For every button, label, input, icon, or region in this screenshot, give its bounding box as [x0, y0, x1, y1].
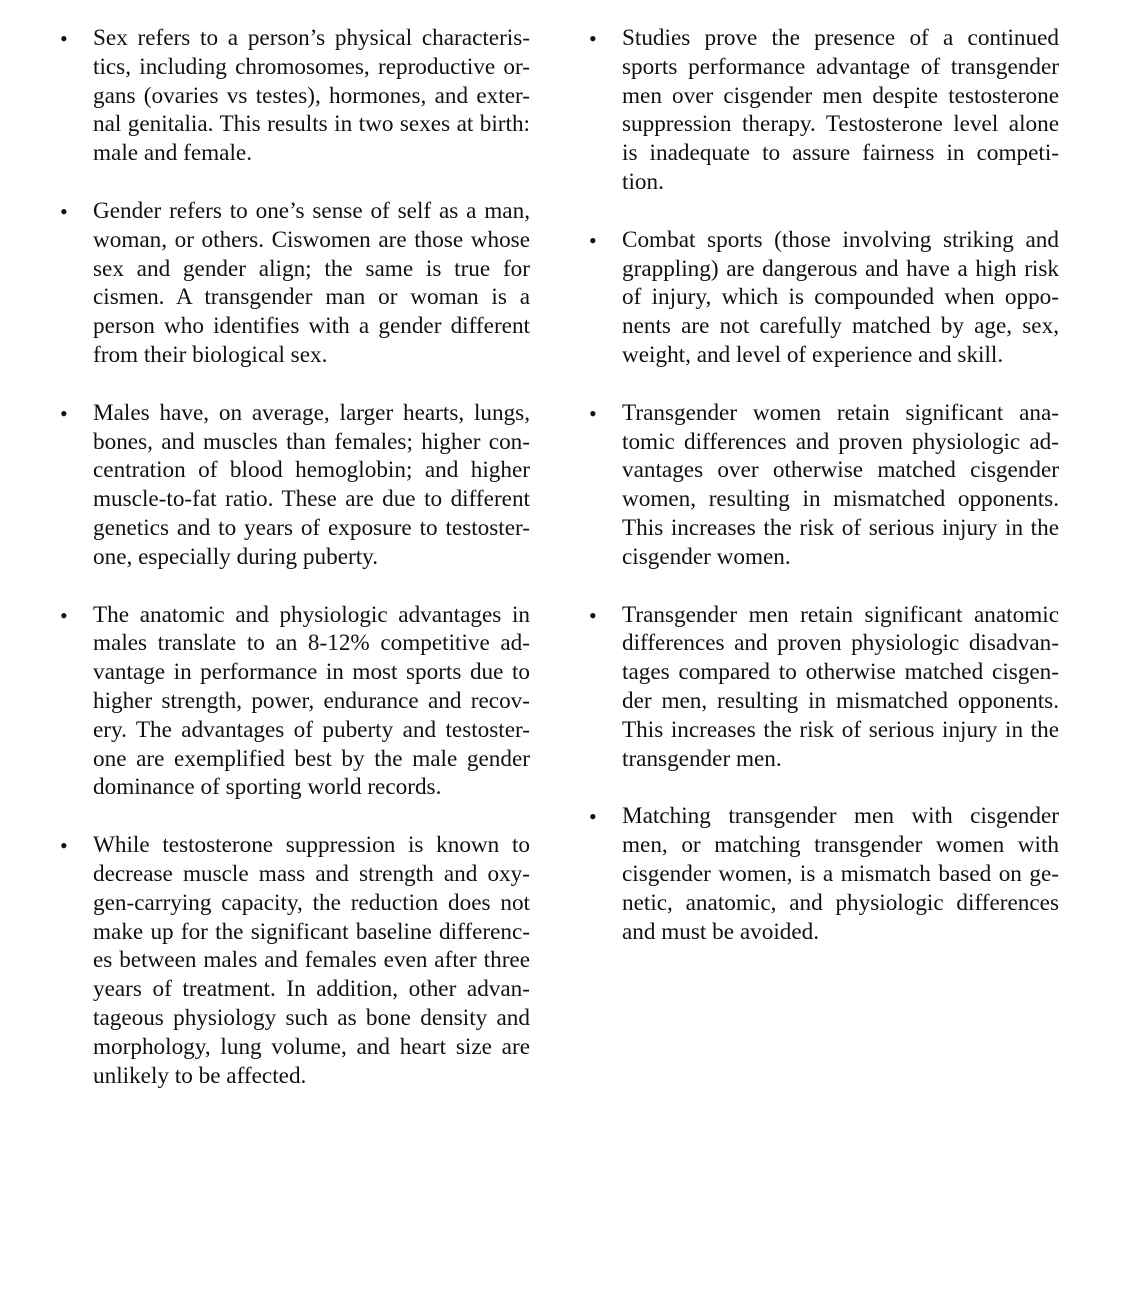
- text-line: vantages over otherwise matched cisgender: [622, 457, 1059, 484]
- text-line: one, especially during puberty.: [93, 543, 379, 570]
- text-line: transgender men.: [622, 745, 782, 772]
- text-line: sex and gender align; the same is true for: [93, 255, 530, 282]
- text-line: person who identifies with a gender different: [93, 313, 530, 340]
- left-column: [60, 24, 530, 1119]
- text-line: woman, or others. Ciswomen are those whose: [93, 226, 530, 253]
- bullet-icon: •: [60, 833, 68, 859]
- text-line: suppression therapy. Testosterone level alone: [622, 111, 1059, 138]
- text-line: nents are not carefully matched by age, sex,: [622, 313, 1059, 340]
- text-line: gans (ovaries vs testes), hormones, and exter-: [93, 82, 530, 109]
- text-line: es between males and females even after three: [93, 947, 530, 974]
- bullet-icon: •: [60, 26, 68, 51]
- text-line: weight, and level of experience and skill.: [622, 341, 1004, 368]
- text-line: Transgender women retain significant ana-: [622, 399, 1059, 426]
- text-line: sports performance advantage of transgender: [622, 53, 1059, 80]
- text-line: This increases the risk of serious injury in the: [622, 716, 1059, 743]
- text-line: Matching transgender men with cisgender: [622, 803, 1059, 830]
- bullet-icon: •: [589, 804, 597, 830]
- text-line: one are exemplified best by the male gender: [93, 745, 530, 772]
- bullet-item-transgender-men: [589, 601, 1059, 774]
- text-line: male and female.: [93, 140, 253, 167]
- text-line: tages compared to otherwise matched cisgen-: [622, 659, 1059, 686]
- text-line: genetics and to years of exposure to testoster-: [93, 514, 530, 541]
- text-line: gen-carrying capacity, the reduction does not: [93, 889, 530, 916]
- text-line: men over cisgender men despite testosterone: [622, 82, 1059, 109]
- text-line: tomic differences and proven physiologic ad-: [622, 428, 1059, 455]
- text-line: der men, resulting in mismatched opponents.: [622, 687, 1059, 714]
- bullet-item-male-physiology: [60, 399, 530, 572]
- bullet-item-gender-definition: [60, 197, 530, 370]
- bullet-item-sex-definition: [60, 24, 530, 168]
- text-line: Gender refers to one’s sense of self as a man,: [93, 197, 530, 224]
- text-line: grappling) are dangerous and have a high risk: [622, 255, 1059, 282]
- bullet-item-studies-advantage: [589, 24, 1059, 197]
- right-column: [589, 24, 1059, 975]
- text-line: muscle-to-fat ratio. These are due to different: [93, 486, 530, 513]
- text-line: ery. The advantages of puberty and testoster-: [93, 716, 530, 743]
- bullet-icon: •: [60, 198, 68, 224]
- bullet-item-competitive-advantage: [60, 601, 530, 803]
- text-line: males translate to an 8-12% competitive ad-: [93, 630, 530, 657]
- text-line: vantage in performance in most sports due to: [93, 659, 530, 686]
- text-line: Sex refers to a person’s physical characteris-: [93, 25, 530, 51]
- text-line: dominance of sporting world records.: [93, 774, 442, 801]
- text-line: Combat sports (those involving striking and: [622, 226, 1059, 253]
- text-line: centration of blood hemoglobin; and higher: [93, 457, 530, 484]
- text-line: nal genitalia. This results in two sexes at birth:: [93, 111, 530, 138]
- text-line: tion.: [622, 168, 664, 195]
- text-line: This increases the risk of serious injury in the: [622, 514, 1059, 541]
- text-line: higher strength, power, endurance and recov-: [93, 687, 530, 714]
- bullet-icon: •: [589, 26, 597, 51]
- text-line: cismen. A transgender man or woman is a: [93, 284, 530, 311]
- text-line: years of treatment. In addition, other advan-: [93, 976, 530, 1003]
- text-line: While testosterone suppression is known to: [93, 832, 530, 859]
- text-line: Males have, on average, larger hearts, lungs,: [93, 399, 530, 426]
- text-line: differences and proven physiologic disadvan-: [622, 630, 1059, 657]
- text-line: cisgender women, is a mismatch based on ge-: [622, 860, 1059, 887]
- text-line: and must be avoided.: [622, 918, 820, 945]
- text-line: Studies prove the presence of a continued: [622, 25, 1059, 51]
- text-line: from their biological sex.: [93, 341, 328, 368]
- bullet-icon: •: [589, 227, 597, 253]
- text-line: tics, including chromosomes, reproductive or-: [93, 53, 530, 80]
- text-line: The anatomic and physiologic advantages in: [93, 601, 530, 628]
- text-line: morphology, lung volume, and heart size are: [93, 1033, 530, 1060]
- text-line: of injury, which is compounded when oppo-: [622, 284, 1059, 311]
- text-line: make up for the significant baseline differenc-: [93, 918, 530, 945]
- text-line: women, resulting in mismatched opponents.: [622, 486, 1059, 513]
- bullet-icon: •: [589, 602, 597, 628]
- text-line: unlikely to be affected.: [93, 1062, 307, 1089]
- text-line: Transgender men retain significant anatomic: [622, 601, 1059, 628]
- text-line: tageous physiology such as bone density and: [93, 1004, 530, 1031]
- bullet-icon: •: [60, 400, 68, 426]
- text-line: bones, and muscles than females; higher con-: [93, 428, 530, 455]
- bullet-item-transgender-women: [589, 399, 1059, 572]
- bullet-item-matching-mismatch: [589, 802, 1059, 946]
- text-line: is inadequate to assure fairness in competi-: [622, 140, 1059, 167]
- bullet-item-combat-sports: [589, 226, 1059, 370]
- text-line: men, or matching transgender women with: [622, 832, 1059, 859]
- text-line: cisgender women.: [622, 543, 791, 570]
- bullet-icon: •: [60, 602, 68, 628]
- bullet-icon: •: [589, 400, 597, 426]
- text-line: decrease muscle mass and strength and oxy-: [93, 860, 530, 887]
- bullet-item-testosterone-suppression: [60, 831, 530, 1090]
- text-line: netic, anatomic, and physiologic differences: [622, 889, 1059, 916]
